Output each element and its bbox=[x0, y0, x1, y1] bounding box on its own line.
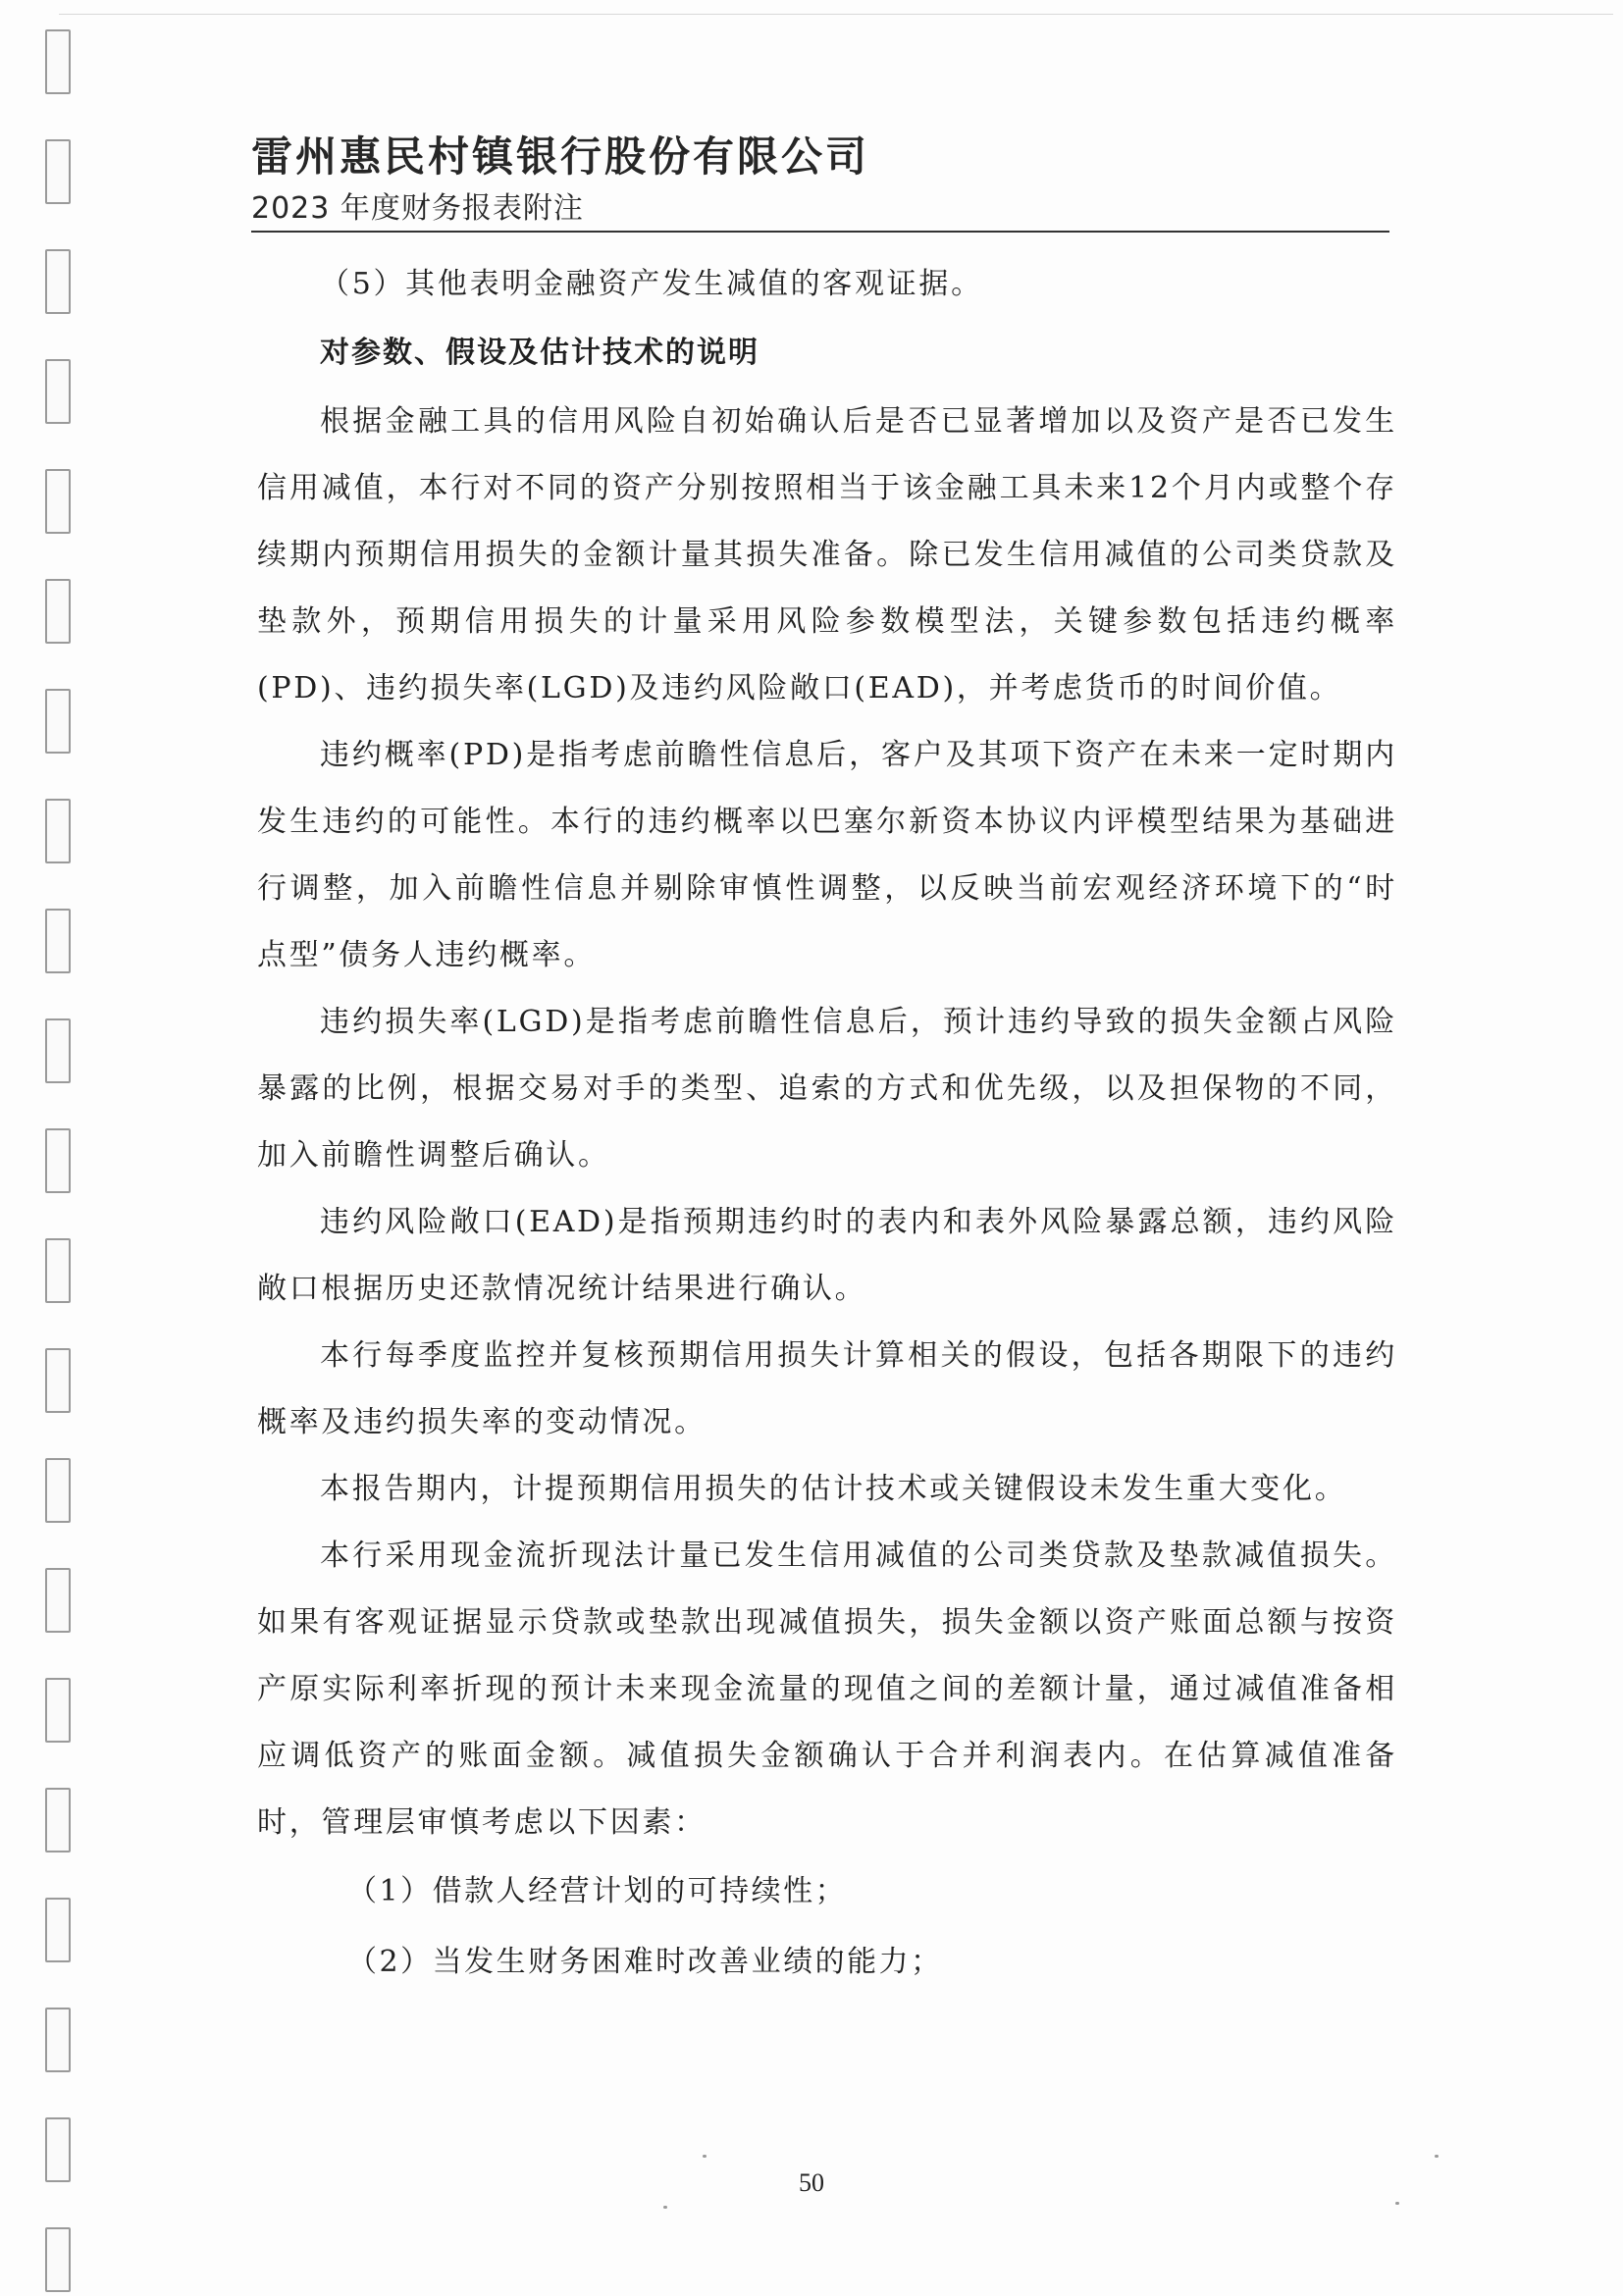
binding-hole bbox=[45, 29, 71, 94]
binding-hole bbox=[45, 2227, 71, 2292]
paragraph-no-change: 本报告期内，计提预期信用损失的估计技术或关键假设未发生重大变化。 bbox=[320, 1472, 1347, 1506]
binding-hole bbox=[45, 579, 71, 644]
paragraph-ecl-measurement: 根据金融工具的信用风险自初始确认后是否已显著增加以及资产是否已发生信用减值，本行对不同的资产分别按照相当于该金融工具未来12个月内或整个存续期内预期信用损失的金额计量其损失准备。除已发生信用减值的公司类贷款及垫款外，预期信用损失的计量采用风险参数模型法，关键参数包括违约概率(PD)、违约损失率(LGD)及违约风险敞口(EAD)，并考虑货币的时间价值。 bbox=[257, 404, 1397, 705]
scan-speck bbox=[663, 2206, 667, 2209]
binding-hole bbox=[45, 139, 71, 204]
page-header bbox=[251, 130, 1389, 230]
company-name: 雷州惠民村镇银行股份有限公司 bbox=[251, 132, 870, 181]
scan-speck bbox=[1395, 2202, 1399, 2205]
binding-hole bbox=[45, 799, 71, 863]
section-heading: 对参数、假设及估计技术的说明 bbox=[320, 336, 759, 370]
binding-hole bbox=[45, 689, 71, 754]
binding-hole bbox=[45, 1238, 71, 1303]
paragraph-evidence: （5）其他表明金融资产发生减值的客观证据。 bbox=[320, 267, 983, 301]
binding-hole bbox=[45, 359, 71, 424]
binding-hole bbox=[45, 2008, 71, 2072]
binding-hole bbox=[45, 1348, 71, 1413]
binding-hole bbox=[45, 1788, 71, 1852]
paragraph-ead: 违约风险敞口(EAD)是指预期违约时的表内和表外风险暴露总额，违约风险敞口根据历史还款情况统计结果进行确认。 bbox=[257, 1205, 1397, 1306]
list-item-2: （2）当发生财务困难时改善业绩的能力； bbox=[347, 1945, 943, 1979]
binding-hole bbox=[45, 1018, 71, 1083]
binding-holes bbox=[45, 0, 75, 2296]
binding-hole bbox=[45, 469, 71, 534]
paragraph-lgd: 违约损失率(LGD)是指考虑前瞻性信息后，预计违约导致的损失金额占风险暴露的比例，根据交易对手的类型、追索的方式和优先级，以及担保物的不同，加入前瞻性调整后确认。 bbox=[257, 1005, 1397, 1173]
binding-hole bbox=[45, 1568, 71, 1633]
scan-speck bbox=[1435, 2155, 1439, 2158]
binding-hole bbox=[45, 1898, 71, 1962]
binding-hole bbox=[45, 909, 71, 973]
page-number: 50 bbox=[799, 2168, 824, 2197]
paragraph-pd: 违约概率(PD)是指考虑前瞻性信息后，客户及其项下资产在未来一定时期内发生违约的可能性。本行的违约概率以巴塞尔新资本协议内评模型结果为基础进行调整，加入前瞻性信息并剔除审慎性调整，以反映当前宏观经济环境下的“时点型”债务人违约概率。 bbox=[257, 738, 1397, 972]
binding-hole bbox=[45, 249, 71, 314]
paragraph-dcf-method: 本行采用现金流折现法计量已发生信用减值的公司类贷款及垫款减值损失。如果有客观证据显示贷款或垫款出现减值损失，损失金额以资产账面总额与按资产原实际利率折现的预计未来现金流量的现值之间的差额计量，通过减值准备相应调低资产的账面金额。减值损失金额确认于合并利润表内。在估算减值准备时，管理层审慎考虑以下因素： bbox=[257, 1539, 1397, 1840]
header-rule bbox=[251, 231, 1389, 233]
binding-hole bbox=[45, 1458, 71, 1523]
body-text bbox=[257, 251, 1397, 1998]
paragraph-quarterly-review: 本行每季度监控并复核预期信用损失计算相关的假设，包括各期限下的违约概率及违约损失率的变动情况。 bbox=[257, 1338, 1397, 1439]
list-item-1: （1）借款人经营计划的可持续性； bbox=[347, 1874, 848, 1908]
binding-hole bbox=[45, 1678, 71, 1743]
binding-hole bbox=[45, 1128, 71, 1193]
scan-edge-line bbox=[59, 14, 1613, 15]
scan-speck bbox=[703, 2155, 707, 2158]
report-subtitle: 2023 年度财务报表附注 bbox=[251, 191, 584, 226]
